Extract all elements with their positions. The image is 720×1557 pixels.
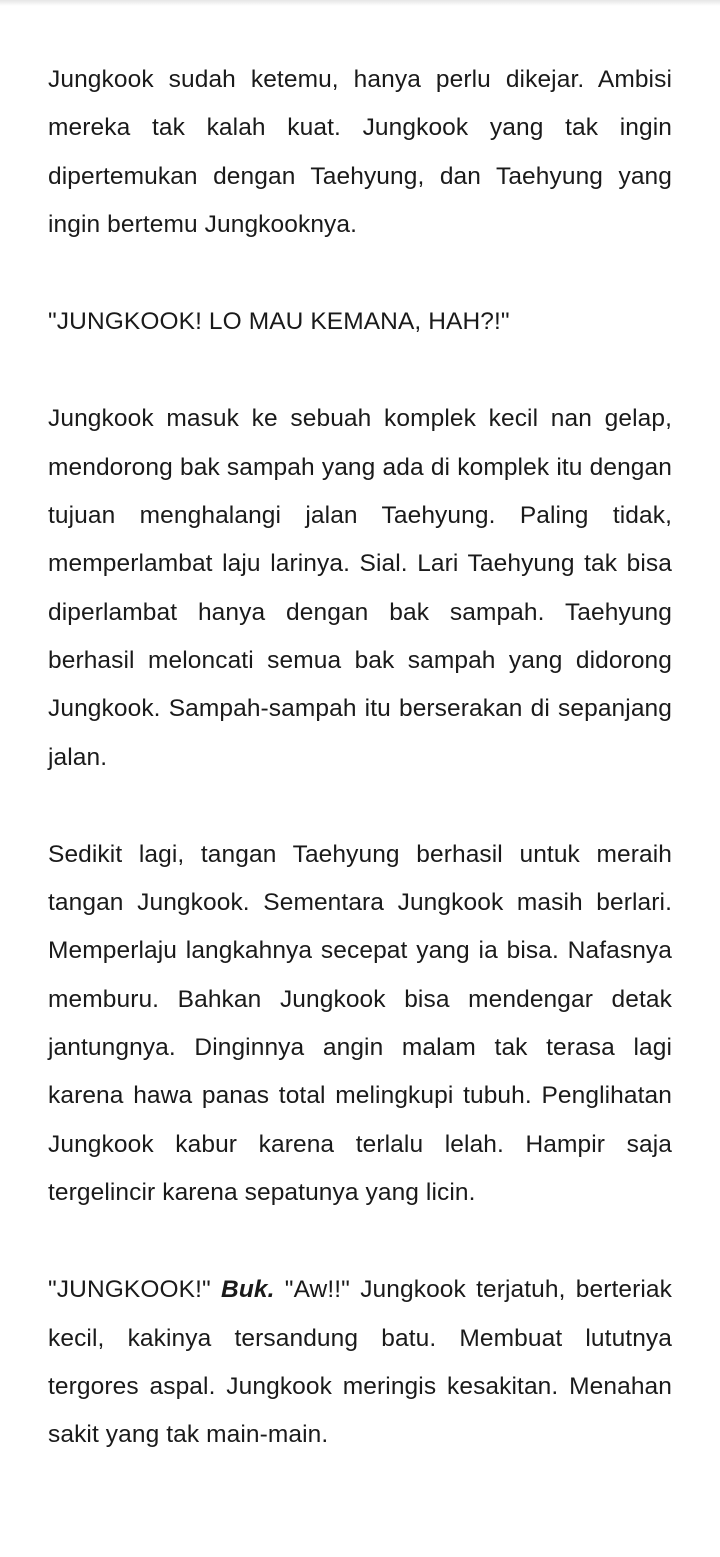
paragraph-1: Jungkook sudah ketemu, hanya perlu dikejar. Ambisi mereka tak kalah kuat. Jungkook yang tak ingin dipertemukan dengan Taehyung, dan Taehyung yang ingin bertemu Jungkooknya. [48,66,672,238]
paragraph-2-dialogue: "JUNGKOOK! LO MAU KEMANA, HAH?!" [48,308,510,336]
paragraph-4: Sedikit lagi, tangan Taehyung berhasil untuk meraih tangan Jungkook. Sementara Jungkook masih berlari. Memperlaju langkahnya secepat yang ia bisa. Nafasnya memburu. Bahkan Jungkook bisa mendengar detak jantungnya. Dinginnya angin malam tak terasa lagi karena hawa panas total melingkupi tubuh. Penglihatan Jungkook kabur karena terlalu lelah. Hampir saja tergelincir karena sepatunya yang licin. [48,840,672,1206]
paragraph-5 [48,1266,672,1459]
top-shadow [0,0,720,6]
paragraph-5-rest: "Aw!!" Jungkook terjatuh, berteriak kecil, kakinya tersandung batu. Membuat lututnya tergores aspal. Jungkook meringis kesakitan. Menahan sakit yang tak main-main. [48,1276,672,1449]
paragraph-3: Jungkook masuk ke sebuah komplek kecil nan gelap, mendorong bak sampah yang ada di komplek itu dengan tujuan menghalangi jalan Taehyung. Paling tidak, memperlambat laju larinya. Sial. Lari Taehyung tak bisa diperlambat hanya dengan bak sampah. Taehyung berhasil meloncati semua bak sampah yang didorong Jungkook. Sampah-sampah itu berserakan di sepanjang jalan. [48,405,672,771]
story-text [48,56,672,1508]
paragraph-5-start: "JUNGKOOK!" [48,1276,222,1304]
sound-effect-buk: Buk. [221,1276,275,1304]
